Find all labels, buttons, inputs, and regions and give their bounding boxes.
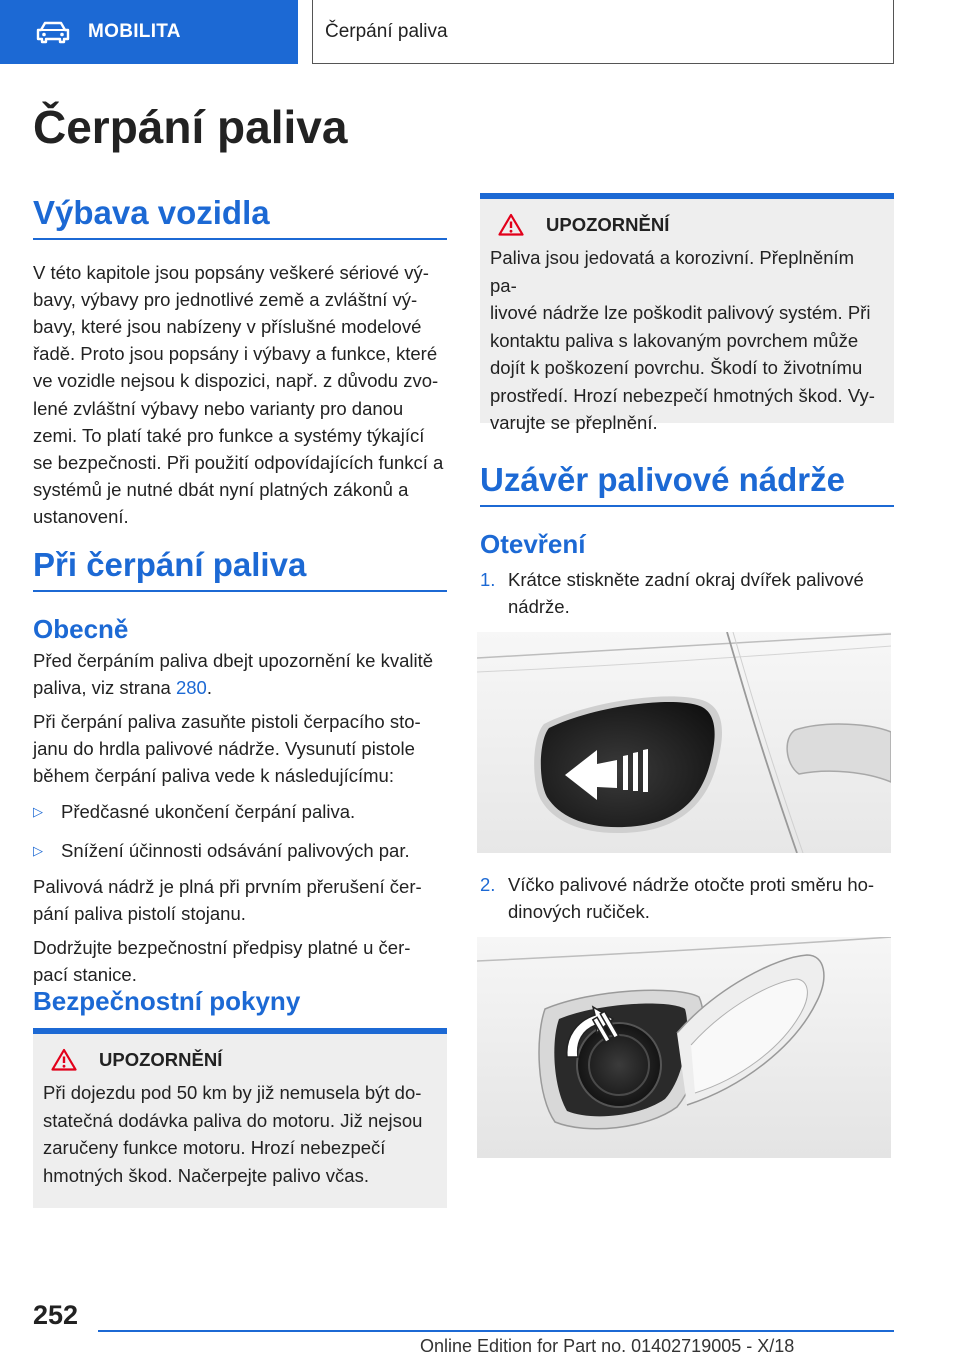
text-fragment: . — [206, 676, 212, 698]
heading-vybava: Výbava vozidla — [33, 194, 270, 231]
text-line: V této kapitole jsou popsány veškeré sériové vý- — [33, 261, 429, 283]
paragraph-quality — [33, 647, 447, 701]
warning-title-text: UPOZORNĚNÍ — [546, 213, 670, 235]
text-line: Při čerpání paliva zasuňte pistoli čerpacího sto- — [33, 710, 421, 732]
text-line: Dodržujte bezpečnostní předpisy platné u čer- — [33, 936, 411, 958]
step-text — [508, 871, 874, 925]
section-uzaver — [480, 461, 894, 560]
heading-rule — [33, 590, 447, 592]
text-line: zemi. To platí také pro funkce a systémy týkající — [33, 424, 425, 446]
page-number: 252 — [33, 1300, 79, 1330]
breadcrumb-label: Čerpání paliva — [325, 20, 448, 42]
step-number: 2. — [480, 874, 496, 895]
text-line: nádrže. — [508, 596, 570, 617]
heading-otevreni: Otevření — [480, 528, 586, 559]
section-vybava — [33, 194, 447, 531]
bullet-list — [33, 798, 447, 864]
text-line — [33, 674, 447, 701]
text-line: se bezpečnosti. Při použití odpovídajících funkcí a — [33, 451, 444, 473]
text-line: kontaktu paliva s lakovaným povrchem může — [490, 329, 859, 351]
section-tab[interactable] — [0, 0, 298, 64]
footer-edition: Online Edition for Part no. 01402719005 - X/18 — [420, 1336, 795, 1356]
list-item-text: Předčasné ukončení čerpání paliva. — [61, 800, 356, 822]
text-line: bavy, které jsou nabízeny v příslušné modelové — [33, 315, 422, 337]
text-line: lené zvláštní výbavy nebo varianty pro danou — [33, 397, 404, 419]
section-label: MOBILITA — [88, 21, 181, 42]
section-bezpecnost — [33, 986, 447, 1017]
text-line: Víčko palivové nádrže otočte proti směru ho- — [508, 874, 875, 895]
text-line: livové nádrže lze poškodit palivový systém. Při — [490, 302, 871, 323]
heading-rule — [33, 238, 447, 240]
warning-box-fuel-level — [33, 1028, 447, 1208]
footer-rule — [98, 1330, 894, 1332]
text-line: Palivová nádrž je plná při prvním přerušení čer- — [33, 875, 422, 897]
triangle-bullet-icon: ▷ — [33, 803, 43, 819]
text-line: systémů je nutné dbát nyní platných zákonů a — [33, 479, 409, 501]
heading-bezpecnost: Bezpečnostní pokyny — [33, 986, 301, 1016]
text-line: dinových ručiček. — [508, 901, 650, 922]
list-item — [33, 837, 447, 864]
text-line: Krátce stiskněte zadní okraj dvířek palivové — [508, 569, 864, 590]
text-line: ustanovení. — [33, 506, 129, 528]
heading-cerpani: Při čerpání paliva — [33, 546, 307, 583]
fuel-cap-rotate-image — [477, 937, 891, 1158]
text-line: varujte se přeplnění. — [490, 412, 658, 433]
page-title: Čerpání paliva — [33, 101, 348, 153]
text-line: dojít k poškození povrchu. Škodí to životnímu — [490, 357, 863, 378]
text-line: řadě. Proto jsou popsány i výbavy a funkce, které — [33, 343, 438, 365]
paragraph-safety — [33, 934, 447, 988]
text-line: během čerpání paliva vede k následujícímu: — [33, 765, 394, 787]
heading-uzaver: Uzávěr palivové nádrže — [480, 461, 845, 498]
step-1 — [480, 566, 894, 620]
triangle-bullet-icon: ▷ — [33, 842, 43, 858]
text-line: prostředí. Hrozí nebezpečí hmotných škod. Vy- — [490, 384, 875, 406]
text-line: janu do hrdla palivové nádrže. Vysunutí pistole — [33, 738, 415, 760]
text-fragment: paliva, viz strana — [33, 676, 176, 698]
section-cerpani — [33, 546, 447, 988]
text-line: statečná dodávka paliva do motoru. Již nejsou — [43, 1109, 423, 1131]
text-line: bavy, výbavy pro jednotlivé země a zvláštní vý- — [33, 288, 418, 310]
text-line: pací stanice. — [33, 964, 137, 986]
warning-box-toxic — [480, 193, 894, 433]
step-2 — [480, 871, 894, 925]
step-text — [508, 566, 864, 620]
list-item-text: Snížení účinnosti odsávání palivových par. — [61, 839, 410, 861]
car-icon — [36, 20, 70, 44]
breadcrumb — [312, 0, 894, 64]
list-item — [33, 798, 447, 825]
heading-obecne: Obecně — [33, 613, 129, 644]
warning-triangle-icon — [51, 1048, 77, 1071]
text-line: ve vozidle nejsou k dispozici, např. z důvodu zvo- — [33, 370, 439, 392]
paragraph-vybava — [33, 259, 447, 531]
paragraph-full — [33, 873, 447, 927]
paragraph-pistol — [33, 708, 447, 790]
warning-title — [43, 1048, 437, 1071]
text-line: Při dojezdu pod 50 km by již nemusela být do- — [43, 1082, 422, 1103]
text-line: Paliva jsou jedovatá a korozivní. Přeplněním pa- — [490, 247, 855, 296]
warning-triangle-icon — [498, 213, 524, 236]
text-line: Před čerpáním paliva dbejt upozornění ke kvalitě — [33, 649, 434, 671]
text-line: pání paliva pistolí stojanu. — [33, 902, 246, 924]
heading-rule — [480, 505, 894, 507]
list-item — [480, 871, 894, 925]
list-item — [480, 566, 894, 620]
fuel-door-press-image — [477, 632, 891, 853]
text-line: hmotných škod. Načerpejte palivo včas. — [43, 1164, 369, 1186]
warning-title-text: UPOZORNĚNÍ — [99, 1048, 223, 1070]
page-link[interactable]: 280 — [175, 676, 207, 698]
text-line: zaručeny funkce motoru. Hrozí nebezpečí — [43, 1137, 386, 1158]
step-number: 1. — [480, 569, 496, 590]
warning-title — [490, 213, 884, 236]
